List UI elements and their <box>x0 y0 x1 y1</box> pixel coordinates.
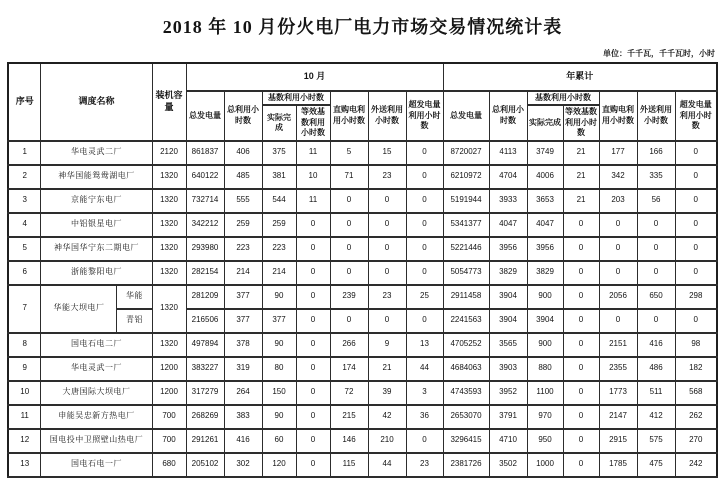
cell-value: 0 <box>406 189 443 213</box>
cell-value: 120 <box>262 453 296 477</box>
cell-value: 378 <box>224 333 262 357</box>
cell-value: 335 <box>637 165 675 189</box>
cell-value: 544 <box>262 189 296 213</box>
cell-value: 80 <box>262 357 296 381</box>
table-header <box>8 63 717 141</box>
cell-value: 210 <box>368 429 406 453</box>
table-row <box>8 213 717 237</box>
cell-value: 0 <box>637 237 675 261</box>
cell-value: 1785 <box>599 453 637 477</box>
cell-value: 0 <box>563 381 599 405</box>
cell-value: 0 <box>296 261 330 285</box>
cell-value: 3829 <box>489 261 527 285</box>
cell-value: 264 <box>224 381 262 405</box>
header-month-export: 外送利用小时数 <box>368 91 406 141</box>
cell-value: 25 <box>406 285 443 309</box>
cell-value: 0 <box>563 429 599 453</box>
cell-value: 0 <box>563 213 599 237</box>
cell-value: 555 <box>224 189 262 213</box>
cell-value: 900 <box>527 333 563 357</box>
cell-value: 3296415 <box>443 429 489 453</box>
cell-value: 4710 <box>489 429 527 453</box>
cell-value: 5 <box>330 141 368 165</box>
cell-value: 319 <box>224 357 262 381</box>
cell-value: 146 <box>330 429 368 453</box>
cell-value: 3565 <box>489 333 527 357</box>
cell-value: 0 <box>406 213 443 237</box>
header-month-actual: 实际完成 <box>262 105 296 140</box>
cell-value: 90 <box>262 333 296 357</box>
cell-value: 90 <box>262 285 296 309</box>
header-row-groups <box>8 63 717 91</box>
cell-value: 56 <box>637 189 675 213</box>
cell-capacity: 2120 <box>152 141 186 165</box>
header-month-direct: 直购电利用小时数 <box>330 91 368 141</box>
cell-subname: 华能 <box>117 285 152 309</box>
cell-value: 293980 <box>186 237 224 261</box>
cell-value: 0 <box>296 381 330 405</box>
cell-value: 11 <box>296 189 330 213</box>
cell-value: 412 <box>637 405 675 429</box>
header-month-equiv: 等效基数利用小时数 <box>296 105 330 140</box>
cell-value: 4705252 <box>443 333 489 357</box>
cell-value: 90 <box>262 405 296 429</box>
cell-value: 0 <box>330 309 368 333</box>
cell-value: 0 <box>330 261 368 285</box>
cell-value: 475 <box>637 453 675 477</box>
cell-value: 1000 <box>527 453 563 477</box>
cell-value: 36 <box>406 405 443 429</box>
cell-value: 0 <box>296 453 330 477</box>
cell-value: 4113 <box>489 141 527 165</box>
cell-value: 270 <box>675 429 717 453</box>
cell-name: 京能宁东电厂 <box>41 189 152 213</box>
cell-subname: 青铝 <box>117 309 152 333</box>
cell-value: 13 <box>406 333 443 357</box>
cell-value: 21 <box>563 165 599 189</box>
cell-name: 华能大坝电厂 <box>41 285 117 333</box>
cell-value: 216506 <box>186 309 224 333</box>
cell-value: 0 <box>296 213 330 237</box>
cell-value: 0 <box>406 261 443 285</box>
cell-value: 2147 <box>599 405 637 429</box>
cell-value: 0 <box>296 333 330 357</box>
cell-value: 4047 <box>489 213 527 237</box>
cell-value: 342 <box>599 165 637 189</box>
cell-value: 0 <box>296 237 330 261</box>
cell-name: 神华国华宁东二期电厂 <box>41 237 152 261</box>
cell-value: 0 <box>563 333 599 357</box>
cell-value: 214 <box>262 261 296 285</box>
cell-value: 281209 <box>186 285 224 309</box>
header-capacity: 装机容量 <box>152 63 186 141</box>
cell-value: 0 <box>675 213 717 237</box>
cell-value: 3653 <box>527 189 563 213</box>
cell-value: 214 <box>224 261 262 285</box>
cell-value: 0 <box>675 261 717 285</box>
cell-value: 2151 <box>599 333 637 357</box>
cell-value: 568 <box>675 381 717 405</box>
cell-value: 39 <box>368 381 406 405</box>
cell-value: 0 <box>563 285 599 309</box>
statistics-table <box>7 62 718 478</box>
cell-serial: 11 <box>8 405 41 429</box>
cell-value: 259 <box>262 213 296 237</box>
header-month-group: 10 月 <box>186 63 443 91</box>
cell-name: 大唐国际大坝电厂 <box>41 381 152 405</box>
cell-value: 21 <box>563 141 599 165</box>
cell-value: 381 <box>262 165 296 189</box>
cell-value: 0 <box>406 141 443 165</box>
cell-value: 0 <box>296 285 330 309</box>
cell-value: 0 <box>406 429 443 453</box>
cell-value: 262 <box>675 405 717 429</box>
cell-value: 3933 <box>489 189 527 213</box>
cell-serial: 7 <box>8 285 41 333</box>
cell-name: 国电石电一厂 <box>41 453 152 477</box>
header-month-total-hours: 总利用小时数 <box>224 91 262 141</box>
cell-value: 3 <box>406 381 443 405</box>
cell-capacity: 700 <box>152 429 186 453</box>
table-row <box>8 189 717 213</box>
cell-value: 383227 <box>186 357 224 381</box>
cell-value: 2241563 <box>443 309 489 333</box>
cell-value: 3903 <box>489 357 527 381</box>
cell-value: 485 <box>224 165 262 189</box>
cell-value: 5054773 <box>443 261 489 285</box>
cell-capacity: 1200 <box>152 357 186 381</box>
cell-value: 150 <box>262 381 296 405</box>
cell-value: 0 <box>330 213 368 237</box>
cell-value: 5341377 <box>443 213 489 237</box>
cell-value: 2911458 <box>443 285 489 309</box>
header-year-base-group: 基数利用小时数 <box>527 91 599 105</box>
cell-serial: 8 <box>8 333 41 357</box>
header-year-total-gen: 总发电量 <box>443 91 489 141</box>
cell-value: 0 <box>599 261 637 285</box>
cell-value: 317279 <box>186 381 224 405</box>
cell-value: 0 <box>637 309 675 333</box>
cell-value: 0 <box>406 237 443 261</box>
cell-value: 60 <box>262 429 296 453</box>
cell-value: 223 <box>224 237 262 261</box>
cell-serial: 3 <box>8 189 41 213</box>
table-body <box>8 141 717 477</box>
cell-value: 2915 <box>599 429 637 453</box>
cell-value: 0 <box>563 453 599 477</box>
cell-value: 0 <box>675 309 717 333</box>
cell-value: 0 <box>563 309 599 333</box>
cell-value: 4704 <box>489 165 527 189</box>
cell-value: 23 <box>406 453 443 477</box>
cell-value: 3904 <box>527 309 563 333</box>
cell-value: 2653070 <box>443 405 489 429</box>
table-row <box>8 285 717 309</box>
cell-value: 0 <box>599 237 637 261</box>
cell-serial: 12 <box>8 429 41 453</box>
cell-value: 9 <box>368 333 406 357</box>
cell-value: 0 <box>563 237 599 261</box>
cell-value: 1773 <box>599 381 637 405</box>
cell-serial: 1 <box>8 141 41 165</box>
cell-value: 98 <box>675 333 717 357</box>
cell-value: 383 <box>224 405 262 429</box>
cell-value: 2381726 <box>443 453 489 477</box>
cell-value: 575 <box>637 429 675 453</box>
table-row <box>8 141 717 165</box>
cell-value: 282154 <box>186 261 224 285</box>
cell-value: 6210972 <box>443 165 489 189</box>
cell-name: 国电投中卫照壁山热电厂 <box>41 429 152 453</box>
cell-value: 44 <box>368 453 406 477</box>
cell-capacity: 700 <box>152 405 186 429</box>
cell-value: 242 <box>675 453 717 477</box>
cell-value: 0 <box>637 213 675 237</box>
header-year-direct: 直购电利用小时数 <box>599 91 637 141</box>
cell-value: 970 <box>527 405 563 429</box>
header-year-actual: 实际完成 <box>527 105 563 140</box>
cell-capacity: 1320 <box>152 261 186 285</box>
cell-value: 166 <box>637 141 675 165</box>
header-name: 调度名称 <box>41 63 152 141</box>
cell-value: 3904 <box>489 285 527 309</box>
cell-value: 0 <box>563 357 599 381</box>
cell-value: 266 <box>330 333 368 357</box>
cell-serial: 10 <box>8 381 41 405</box>
cell-value: 0 <box>675 189 717 213</box>
cell-value: 182 <box>675 357 717 381</box>
cell-value: 2056 <box>599 285 637 309</box>
cell-value: 375 <box>262 141 296 165</box>
cell-value: 42 <box>368 405 406 429</box>
cell-value: 23 <box>368 165 406 189</box>
cell-value: 302 <box>224 453 262 477</box>
header-year-over: 超发电量利用小时数 <box>675 91 717 141</box>
cell-capacity: 1320 <box>152 285 186 333</box>
cell-value: 416 <box>637 333 675 357</box>
cell-value: 732714 <box>186 189 224 213</box>
cell-value: 1100 <box>527 381 563 405</box>
cell-value: 511 <box>637 381 675 405</box>
table-row <box>8 261 717 285</box>
cell-value: 21 <box>368 357 406 381</box>
cell-value: 10 <box>296 165 330 189</box>
header-month-over: 超发电量利用小时数 <box>406 91 443 141</box>
cell-capacity: 1320 <box>152 333 186 357</box>
cell-value: 497894 <box>186 333 224 357</box>
header-year-equiv: 等效基数利用小时数 <box>563 105 599 140</box>
cell-value: 23 <box>368 285 406 309</box>
cell-capacity: 1200 <box>152 381 186 405</box>
cell-value: 406 <box>224 141 262 165</box>
cell-value: 268269 <box>186 405 224 429</box>
cell-value: 342212 <box>186 213 224 237</box>
cell-value: 298 <box>675 285 717 309</box>
cell-value: 21 <box>563 189 599 213</box>
cell-value: 8720027 <box>443 141 489 165</box>
cell-value: 416 <box>224 429 262 453</box>
cell-capacity: 1320 <box>152 237 186 261</box>
cell-value: 3829 <box>527 261 563 285</box>
cell-value: 72 <box>330 381 368 405</box>
cell-capacity: 1320 <box>152 189 186 213</box>
cell-value: 205102 <box>186 453 224 477</box>
cell-serial: 4 <box>8 213 41 237</box>
table-row <box>8 357 717 381</box>
header-year-total-hours: 总利用小时数 <box>489 91 527 141</box>
cell-value: 0 <box>296 429 330 453</box>
header-year-group: 年累计 <box>443 63 717 91</box>
cell-serial: 6 <box>8 261 41 285</box>
cell-value: 377 <box>224 309 262 333</box>
cell-value: 4047 <box>527 213 563 237</box>
units-note: 单位：千千瓦，千千瓦时，小时 <box>603 49 715 58</box>
header-month-total-gen: 总发电量 <box>186 91 224 141</box>
cell-value: 0 <box>599 309 637 333</box>
cell-value: 900 <box>527 285 563 309</box>
cell-value: 203 <box>599 189 637 213</box>
cell-value: 4006 <box>527 165 563 189</box>
table-row <box>8 429 717 453</box>
cell-value: 3791 <box>489 405 527 429</box>
cell-value: 0 <box>368 309 406 333</box>
cell-name: 华电灵武一厂 <box>41 357 152 381</box>
cell-name: 华电灵武二厂 <box>41 141 152 165</box>
cell-value: 377 <box>224 285 262 309</box>
cell-value: 0 <box>675 237 717 261</box>
cell-value: 0 <box>563 405 599 429</box>
cell-value: 3749 <box>527 141 563 165</box>
cell-value: 3502 <box>489 453 527 477</box>
cell-value: 5191944 <box>443 189 489 213</box>
cell-value: 71 <box>330 165 368 189</box>
cell-value: 291261 <box>186 429 224 453</box>
cell-value: 3952 <box>489 381 527 405</box>
cell-value: 4743593 <box>443 381 489 405</box>
cell-value: 44 <box>406 357 443 381</box>
cell-value: 3956 <box>527 237 563 261</box>
cell-value: 2355 <box>599 357 637 381</box>
cell-serial: 9 <box>8 357 41 381</box>
cell-value: 0 <box>296 309 330 333</box>
cell-value: 0 <box>406 309 443 333</box>
table-row <box>8 237 717 261</box>
cell-value: 0 <box>675 165 717 189</box>
table-row <box>8 405 717 429</box>
page-title: 2018 年 10 月份火电厂电力市场交易情况统计表 <box>162 17 563 37</box>
table-row <box>8 381 717 405</box>
cell-value: 377 <box>262 309 296 333</box>
cell-value: 640122 <box>186 165 224 189</box>
cell-value: 0 <box>296 405 330 429</box>
cell-value: 215 <box>330 405 368 429</box>
cell-serial: 2 <box>8 165 41 189</box>
cell-name: 中铝银星电厂 <box>41 213 152 237</box>
cell-value: 0 <box>675 141 717 165</box>
cell-serial: 5 <box>8 237 41 261</box>
cell-capacity: 1320 <box>152 165 186 189</box>
cell-value: 0 <box>406 165 443 189</box>
header-month-base-group: 基数利用小时数 <box>262 91 330 105</box>
cell-value: 0 <box>368 213 406 237</box>
cell-value: 174 <box>330 357 368 381</box>
cell-value: 950 <box>527 429 563 453</box>
header-serial: 序号 <box>8 63 41 141</box>
cell-capacity: 680 <box>152 453 186 477</box>
cell-value: 223 <box>262 237 296 261</box>
cell-value: 0 <box>368 261 406 285</box>
cell-value: 486 <box>637 357 675 381</box>
header-year-export: 外送利用小时数 <box>637 91 675 141</box>
cell-value: 650 <box>637 285 675 309</box>
cell-value: 0 <box>368 189 406 213</box>
cell-value: 3956 <box>489 237 527 261</box>
table-row <box>8 333 717 357</box>
cell-value: 259 <box>224 213 262 237</box>
table-row <box>8 165 717 189</box>
cell-name: 浙能黎阳电厂 <box>41 261 152 285</box>
cell-value: 880 <box>527 357 563 381</box>
cell-value: 115 <box>330 453 368 477</box>
cell-value: 0 <box>599 213 637 237</box>
cell-value: 5221446 <box>443 237 489 261</box>
cell-name: 国电石电二厂 <box>41 333 152 357</box>
table-row <box>8 453 717 477</box>
cell-value: 4684063 <box>443 357 489 381</box>
cell-value: 3904 <box>489 309 527 333</box>
cell-value: 0 <box>563 261 599 285</box>
cell-value: 861837 <box>186 141 224 165</box>
cell-name: 申能吴忠新方热电厂 <box>41 405 152 429</box>
cell-value: 0 <box>637 261 675 285</box>
cell-value: 177 <box>599 141 637 165</box>
cell-value: 0 <box>330 189 368 213</box>
cell-value: 0 <box>368 237 406 261</box>
cell-value: 11 <box>296 141 330 165</box>
cell-value: 0 <box>296 357 330 381</box>
cell-capacity: 1320 <box>152 213 186 237</box>
cell-serial: 13 <box>8 453 41 477</box>
cell-name: 神华国能鸳鸯湖电厂 <box>41 165 152 189</box>
cell-value: 0 <box>330 237 368 261</box>
cell-value: 239 <box>330 285 368 309</box>
cell-value: 15 <box>368 141 406 165</box>
